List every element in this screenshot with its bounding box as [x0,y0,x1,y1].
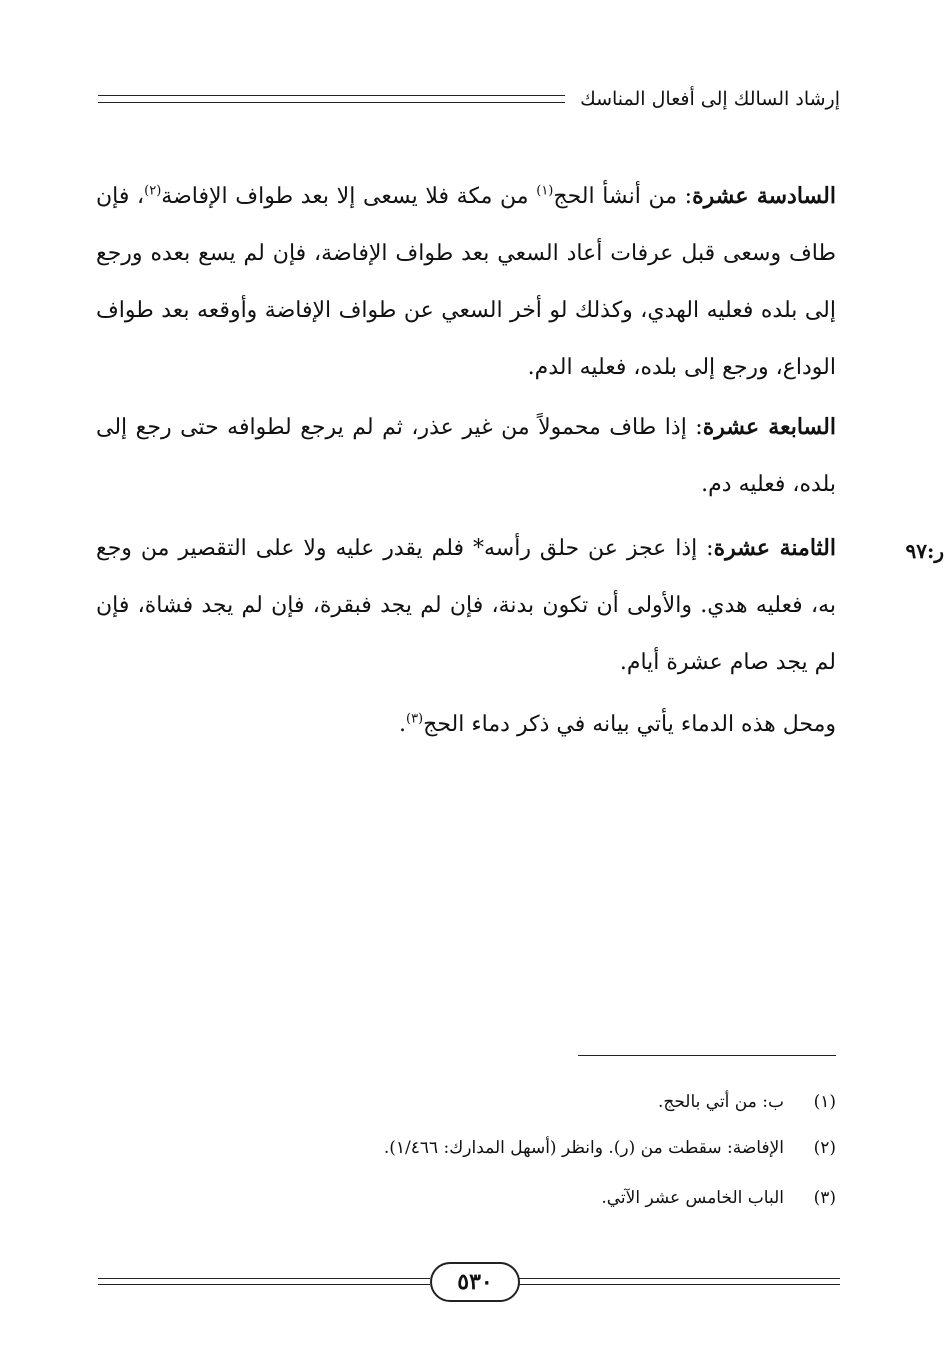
footnote-text: ب: من أتي بالحج. [657,1092,784,1112]
footnote-ref-1[interactable]: (١) [536,183,554,199]
page-number: ٥٣٠ [430,1262,520,1302]
footnote-ref-2[interactable]: (٢) [144,183,162,199]
footnote-text: الباب الخامس عشر الآتي. [601,1188,784,1208]
footnote-item [196,1088,836,1116]
footnote-number: (٣) [813,1188,836,1208]
paragraph-text: : من أنشأ الحج [553,184,693,209]
footnote-number: (١) [813,1092,836,1112]
paragraph-text: ، فإن طاف وسعى قبل عرفات أعاد السعي بعد طواف الإفاضة، فإن لم يسع بعده ورجع إلى بلده فعليه الهدي، وكذلك لو أخر السعي عن طواف الإفاضة وأوقعه بعد طواف الوداع، ورجع إلى بلده، فعليه الدم. [96,184,836,380]
paragraph-text: : إذا عجز عن حلق رأسه* فلم يقدر عليه ولا على التقصير من وجع به، فعليه هدي. والأولى أن تكون بدنة، فإن لم يجد فبقرة، فإن لم يجد فشاة، فإن لم يجد صام عشرة أيام. [96,536,836,675]
paragraph-text: . [398,712,406,737]
footer-rule-right [516,1278,840,1285]
header-title: إرشاد السالك إلى أفعال المناسك [572,86,840,112]
footnote-separator [578,1055,836,1056]
footnote-item [196,1134,836,1162]
paragraph-text: ومحل هذه الدماء يأتي بيانه في ذكر دماء الحج [423,712,836,737]
paragraph-lead: السابعة عشرة [702,414,836,440]
footnote-ref-3[interactable]: (٣) [405,711,424,727]
footnote-item [196,1184,836,1212]
running-header [98,86,840,116]
paragraph-text: من مكة فلا يسعى إلا بعد طواف الإفاضة [161,184,537,209]
header-rule [98,95,565,103]
paragraph-17 [96,399,836,513]
footnote-number: (٢) [813,1138,836,1158]
closing-paragraph [96,696,836,753]
margin-page-reference: ر:٩٧ [905,539,944,563]
paragraph-lead: الثامنة عشرة [713,535,836,561]
paragraph-16 [96,168,836,396]
footnote-text: الإفاضة: سقطت من (ر). وانظر (أسهل المدارك: ١/٤٦٦). [383,1138,784,1158]
paragraph-lead: السادسة عشرة [692,183,836,209]
paragraph-text: : إذا طاف محمولاً من غير عذر، ثم لم يرجع لطوافه حتى رجع إلى بلده، فعليه دم. [96,415,836,497]
footer-rule-left [98,1278,430,1285]
paragraph-18 [96,520,836,691]
